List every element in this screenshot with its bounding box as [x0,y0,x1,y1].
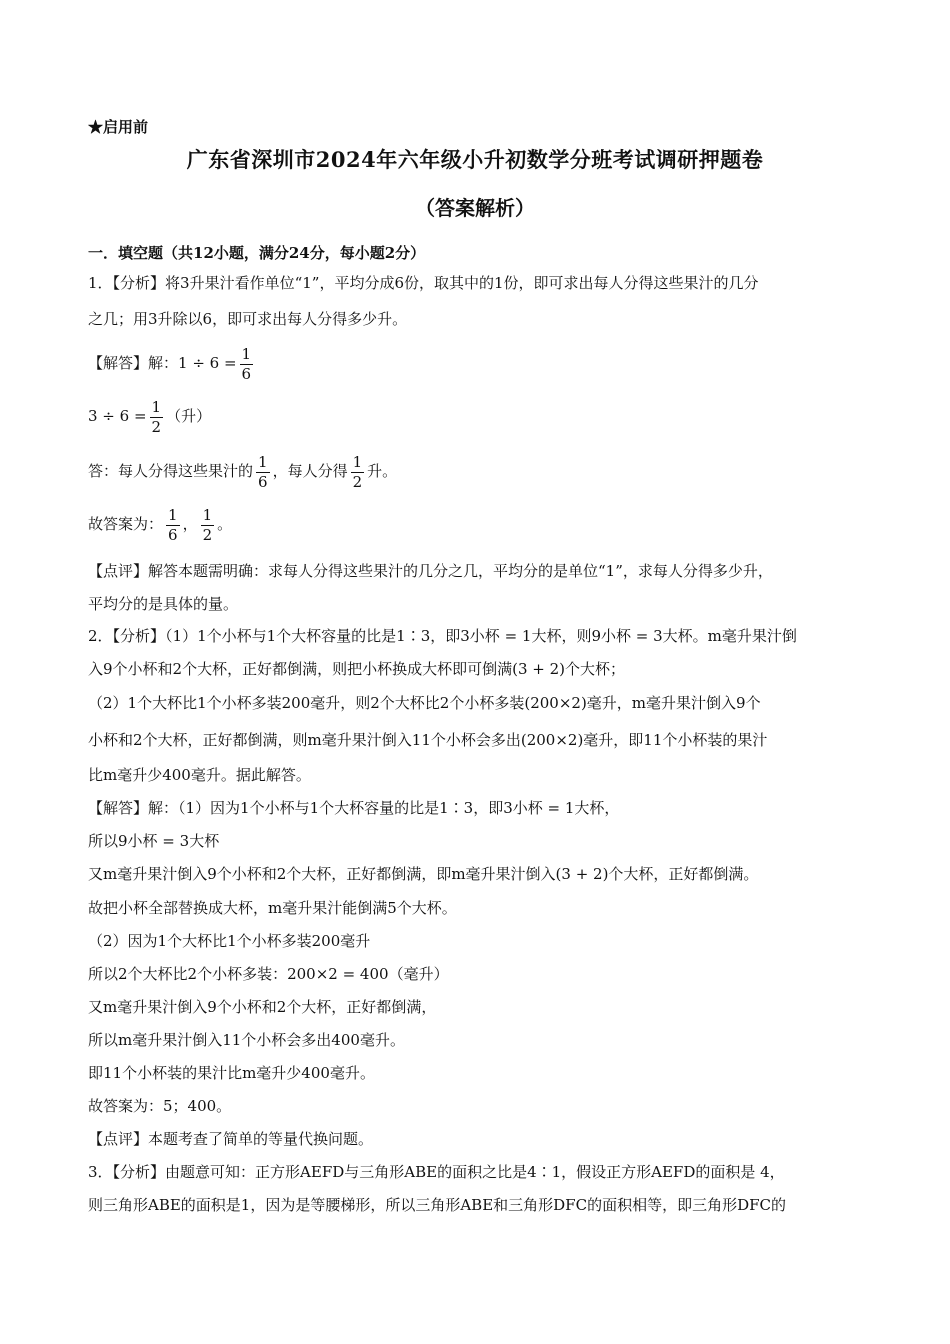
q1-analysis-line-1: 1．【分析】将3升果汁看作单位“1”，平均分成6份，取其中的1份，即可求出每人分得这些果汁的几分 [88,274,759,292]
q2-line: 所以2个大杯比2个小杯多装：200×2 = 400（毫升） [88,965,449,983]
q2-line: 又m毫升果汁倒入9个小杯和2个大杯，正好都倒满， [88,998,437,1016]
q2-line: 比m毫升少400毫升。据此解答。 [88,766,311,784]
q1-solution-eq1 [88,343,256,384]
q2-line: 即11个小杯装的果汁比m毫升少400毫升。 [88,1064,375,1082]
q2-line: 2．【分析】（1）1个小杯与1个大杯容量的比是1∶3，即3小杯 = 1大杯，则9小杯 = 3大杯。m毫升果汁倒 [88,627,797,645]
q1-eq1-lhs: 1 ÷ 6 = [178,354,237,372]
q1-answer-text-c: 升。 [367,462,398,480]
q1-solution-prefix: 【解答】解： [88,354,179,372]
q3-line: 则三角形ABE的面积是1，因为是等腰梯形，所以三角形ABE和三角形DFC的面积相等，即三角形DFC的 [88,1196,786,1214]
q2-line: 故把小杯全部替换成大杯，m毫升果汁能倒满5个大杯。 [88,899,457,917]
q1-comment-line-1: 【点评】解答本题需明确：求每人分得这些果汁的几分之几，平均分的是单位“1”，求每人分得多少升， [88,562,773,580]
fraction-one-sixth: $\frac{1}{6}$ [168,505,178,544]
q2-line: 入9个小杯和2个大杯，正好都倒满，则把小杯换成大杯即可倒满(3 + 2)个大杯； [88,660,625,678]
q2-line: （2）1个大杯比1个小杯多装200毫升，则2个大杯比2个小杯多装(200×2)毫升，m毫升果汁倒入9个 [88,694,761,712]
q2-line: （2）因为1个大杯比1个小杯多装200毫升 [88,932,371,950]
fraction-one-sixth: $\frac{1}{6}$ [258,452,268,491]
q2-line: 【解答】解：（1）因为1个小杯与1个大杯容量的比是1∶3，即3小杯 = 1大杯， [88,799,620,817]
q2-line: 又m毫升果汁倒入9个小杯和2个大杯，正好都倒满，即m毫升果汁倒入(3 + 2)个大杯，正好都倒满。 [88,865,759,883]
section-heading: 一．填空题（共12小题，满分24分，每小题2分） [88,244,426,262]
q1-answer-text-b: ，每人分得 [272,462,348,480]
q1-final-answer: 故答案为： $\frac{1}{6}$ ， $\frac{1}{2}$ 。 [88,505,233,544]
q1-comment-line-2: 平均分的是具体的量。 [88,595,239,613]
q2-line: 所以m毫升果汁倒入11个小杯会多出400毫升。 [88,1031,405,1049]
q2-line: 小杯和2个大杯，正好都倒满，则m毫升果汁倒入11个小杯会多出(200×2)毫升，即11个小杯装的果汁 [88,731,768,749]
fraction-one-half: $\frac{1}{2}$ [151,397,162,436]
fraction-one-half: $\frac{1}{2}$ [352,452,363,491]
q3-line: 3．【分析】由题意可知：正方形AEFD与三角形ABE的面积之比是4∶1，假设正方形AEFD的面积是 4， [88,1163,785,1181]
q2-line: 所以9小杯 = 3大杯 [88,832,220,850]
q1-answer-line [88,451,397,492]
q2-comment: 【点评】本题考查了简单的等量代换问题。 [88,1130,374,1148]
q1-solution-eq2 [88,396,211,437]
document-subtitle: （答案解析） [415,196,535,220]
q1-analysis-line-2: 之几；用3升除以6，即可求出每人分得多少升。 [88,310,408,328]
q2-line: 故答案为：5；400。 [88,1097,232,1115]
q1-eq2-lhs: 3 ÷ 6 = [88,407,147,425]
fraction-one-half: $\frac{1}{2}$ [202,505,213,544]
q1-eq2-unit: （升） [166,407,212,425]
fraction-one-sixth: $\frac{1}{6}$ [241,344,252,383]
confidential-tag: ★启用前 [88,118,149,136]
document-title: 广东省深圳市2024年六年级小升初数学分班考试调研押题卷 [186,147,764,172]
q1-final-prefix: 故答案为： [88,515,164,533]
q1-answer-text-a: 答：每人分得这些果汁的 [88,462,254,480]
